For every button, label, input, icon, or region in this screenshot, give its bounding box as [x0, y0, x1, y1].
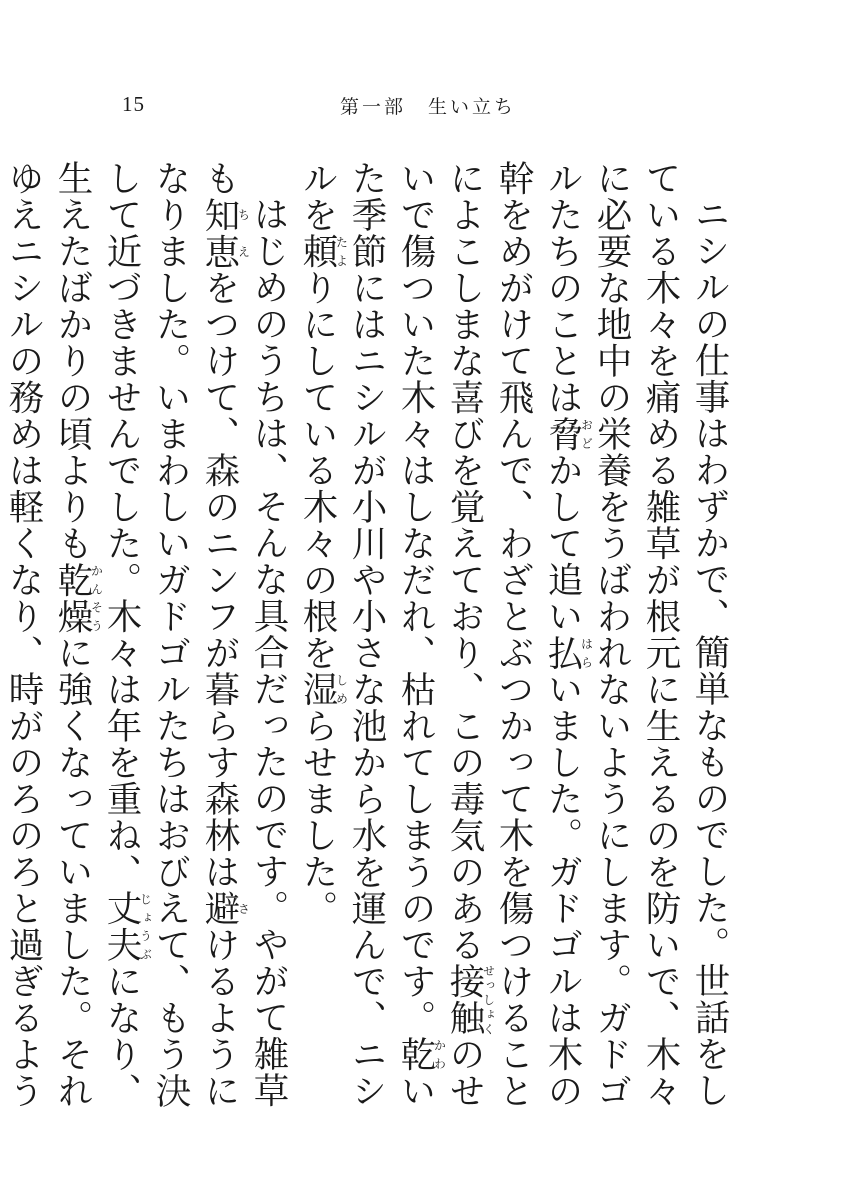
text-run: りにしている木々の根を [297, 269, 338, 671]
text-run: いました。ガドゴルは木の幹をめがけて飛んで、わざとぶつかって木を傷つけることによこしまな喜びを覚えており、この毒気のある [444, 160, 583, 1109]
ruby-reading: じょうぶ [138, 890, 153, 963]
ruby-base: 乾燥 [52, 561, 93, 635]
page-header [0, 92, 841, 122]
text-run: のせいで傷ついた木々はしなだれ、枯れてしまうのです。 [395, 160, 485, 1109]
text-run: かして追い [542, 452, 583, 635]
vertical-body-text [0, 160, 734, 1120]
ruby-annotated-word [542, 415, 594, 453]
ruby-reading: かわ [432, 1036, 447, 1073]
ruby-reading: しめ [334, 671, 349, 708]
text-run: に強くなっていました。それゆえニシルの務めは軽くなり、時がのろのろと過ぎるよう [3, 160, 93, 1109]
ruby-base: 湿 [297, 671, 338, 708]
running-title: 第一部 生い立ち [340, 96, 517, 118]
ruby-reading: かんそう [89, 561, 104, 635]
ruby-annotated-word [297, 671, 349, 708]
text-run: をつけて、森のニンフが暮らす森林は [199, 269, 240, 890]
ruby-reading: さ [236, 890, 251, 927]
ruby-annotated-word [199, 196, 251, 270]
text-run: はじめのうちは、そんな具合だったのです。やがて雑草も [199, 160, 289, 1108]
ruby-annotated-word [395, 1036, 447, 1073]
ruby-reading: おど [579, 415, 594, 452]
ruby-annotated-word [199, 890, 251, 927]
ruby-annotated-word [444, 963, 496, 1036]
ruby-base: 頼 [297, 233, 338, 270]
ruby-annotated-word [52, 561, 104, 635]
ruby-base: 丈夫 [101, 890, 142, 963]
ruby-base: 避 [199, 890, 240, 927]
ruby-annotated-word [542, 634, 594, 672]
ruby-base: 脅 [542, 415, 583, 452]
text-run: らせました。 [297, 707, 338, 927]
ruby-reading: せっしょく [481, 963, 496, 1036]
paragraph [293, 160, 734, 1120]
text-run: いた季節にはニシルが小川や小さな池から水を運んで、ニシルを [297, 160, 436, 1109]
ruby-base: 接触 [444, 963, 485, 1036]
ruby-reading: たよ [334, 233, 349, 270]
text-run: ニシルの仕事はわずかで、簡単なものでした。世話をしている木々を痛める雑草が根元に生えるのを防いで、木々に必要な地中の栄養をうばわれないようにします。ガドゴルたちのことは [542, 160, 730, 1109]
page-number: 15 [122, 92, 145, 116]
text-run: けるようになりました。いまわしいガドゴルたちはおびえて、もう決して近づきませんでした。木々は年を重ね、 [101, 160, 240, 1109]
ruby-reading: ちえ [236, 196, 251, 270]
ruby-base: 払 [542, 634, 583, 671]
paragraph [0, 160, 293, 1120]
ruby-annotated-word [101, 890, 153, 963]
text-run: になり、生えたばかりの頃よりも [52, 160, 142, 1109]
ruby-annotated-word [297, 233, 349, 270]
ruby-base: 乾 [395, 1036, 436, 1073]
ruby-base: 知恵 [199, 196, 240, 270]
ruby-reading: はら [579, 634, 594, 671]
